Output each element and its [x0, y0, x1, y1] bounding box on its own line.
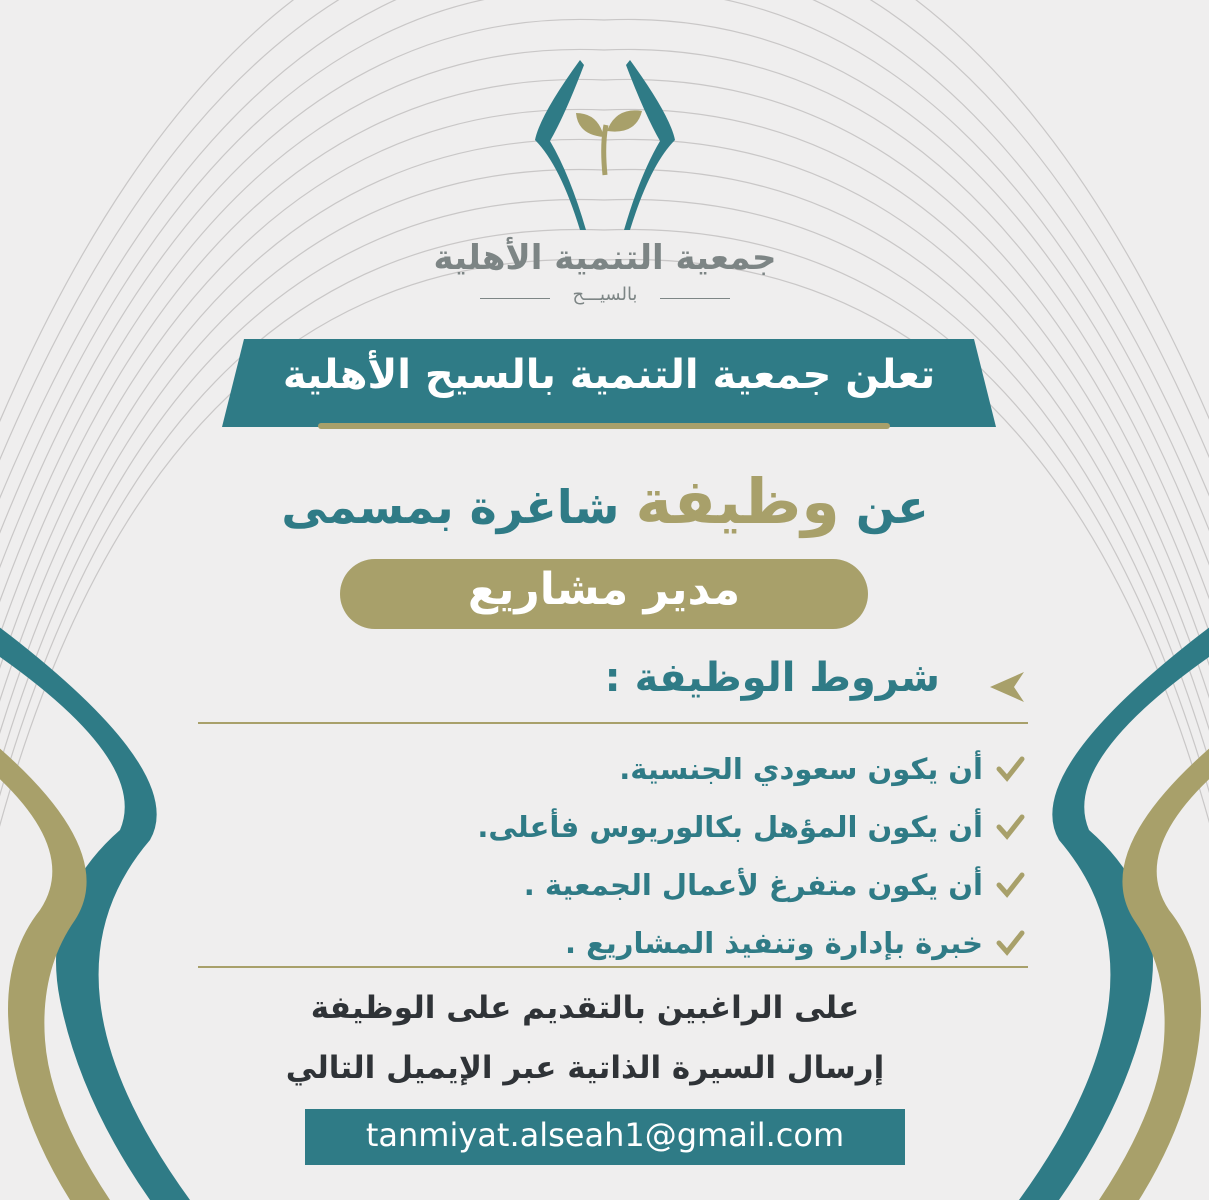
vacancy-suffix: شاغرة بمسمى	[281, 480, 620, 534]
list-item	[380, 798, 1025, 856]
divider	[318, 423, 890, 429]
divider	[198, 966, 1028, 968]
list-item	[380, 914, 1025, 972]
arrow-icon	[990, 672, 1024, 702]
apply-line-1: على الراغبين بالتقديم على الوظيفة	[310, 990, 860, 1026]
conditions-heading: شروط الوظيفة :	[604, 655, 940, 701]
org-subname: بالسيـــح	[572, 284, 638, 305]
org-name: جمعية التنمية الأهلية	[433, 238, 777, 278]
condition-text: أن يكون سعودي الجنسية.	[619, 752, 983, 786]
check-icon	[995, 870, 1025, 900]
divider	[480, 298, 550, 299]
org-subname-block	[480, 284, 730, 314]
vacancy-highlight: وظيفة	[635, 465, 840, 538]
plant-sprout-logo-icon	[520, 55, 690, 235]
conditions-list	[380, 740, 1025, 972]
apply-line-2: إرسال السيرة الذاتية عبر الإيميل التالي	[285, 1050, 885, 1086]
email-link[interactable]: tanmiyat.alseah1@gmail.com	[365, 1116, 845, 1154]
vacancy-prefix: عن	[855, 480, 929, 534]
condition-text: خبرة بإدارة وتنفيذ المشاريع .	[565, 926, 983, 960]
check-icon	[995, 812, 1025, 842]
announcement-text: تعلن جمعية التنمية بالسيح الأهلية	[282, 352, 936, 398]
divider	[660, 298, 730, 299]
check-icon	[995, 928, 1025, 958]
check-icon	[995, 754, 1025, 784]
list-item	[380, 856, 1025, 914]
job-title: مدير مشاريع	[467, 564, 741, 615]
list-item	[380, 740, 1025, 798]
condition-text: أن يكون متفرغ لأعمال الجمعية .	[523, 868, 983, 902]
condition-text: أن يكون المؤهل بكالوريوس فأعلى.	[477, 810, 983, 844]
vacancy-heading	[220, 465, 990, 538]
divider	[198, 722, 1028, 724]
